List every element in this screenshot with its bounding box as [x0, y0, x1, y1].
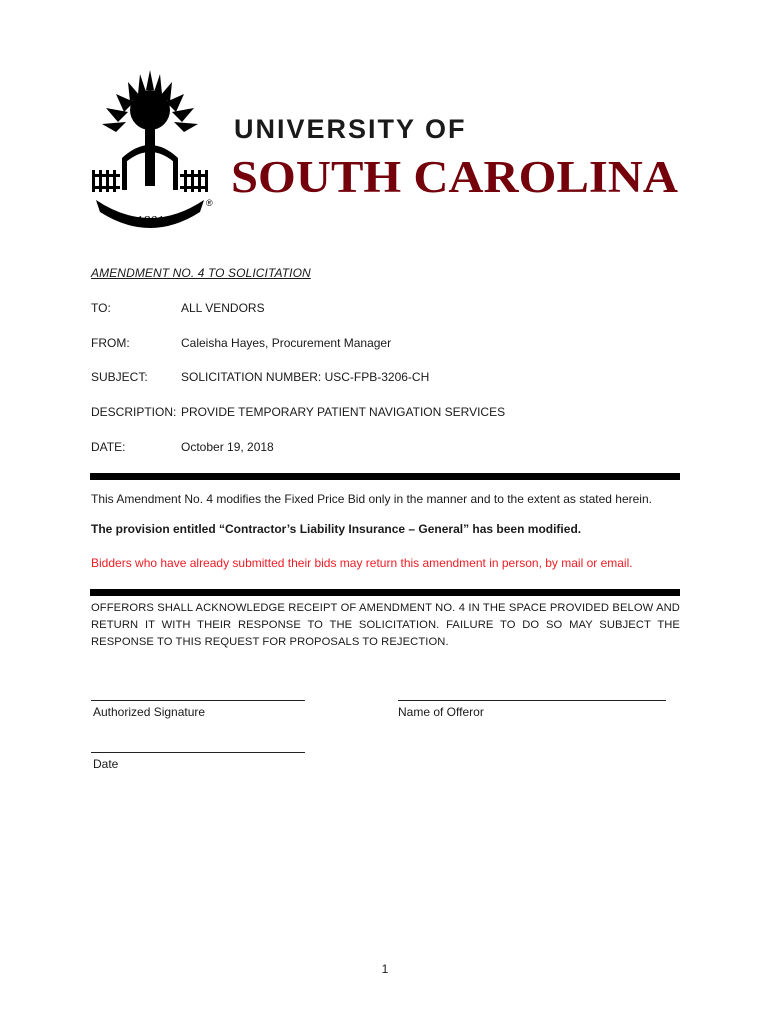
field-to — [91, 301, 265, 315]
field-from — [91, 336, 391, 350]
acknowledgement-text: OFFERORS SHALL ACKNOWLEDGE RECEIPT OF AMENDMENT NO. 4 IN THE SPACE PROVIDED BELOW AND RETURN IT WITH THEIR RESPONSE TO THE SOLICITATION. FAILURE TO DO SO MAY SUBJECT THE RESPONSE TO THIS REQUEST FOR PROPOSALS TO REJECTION. — [91, 602, 680, 648]
field-value: Caleisha Hayes, Procurement Manager — [181, 336, 392, 350]
field-value: SOLICITATION NUMBER: USC-FPB-3206-CH — [181, 370, 430, 384]
logo-line2: SOUTH CAROLINA — [231, 152, 679, 202]
field-date — [91, 440, 274, 454]
provision-text: The provision entitled “Contractor’s Liability Insurance – General” has been modified. — [91, 522, 582, 536]
authorized-signature-label: Authorized Signature — [93, 705, 206, 719]
field-subject — [91, 370, 429, 384]
field-label: SUBJECT: — [91, 370, 148, 384]
divider-bottom — [90, 589, 680, 596]
field-label: FROM: — [91, 336, 130, 350]
field-value: October 19, 2018 — [181, 440, 274, 454]
field-description — [91, 405, 505, 419]
field-label: TO: — [91, 301, 111, 315]
field-value: ALL VENDORS — [181, 301, 265, 315]
logo-line1: UNIVERSITY OF — [234, 114, 467, 144]
field-label: DESCRIPTION: — [91, 405, 177, 419]
offeror-name-label: Name of Offeror — [398, 705, 484, 719]
notice-text: Bidders who have already submitted their bids may return this amendment in person, by mail or email. — [91, 556, 633, 570]
amendment-heading: AMENDMENT NO. 4 TO SOLICITATION — [91, 266, 311, 280]
divider-top — [90, 473, 680, 480]
logo-year: 1801 — [136, 214, 164, 229]
intro-text: This Amendment No. 4 modifies the Fixed Price Bid only in the manner and to the extent as stated herein. — [91, 492, 652, 506]
field-value: PROVIDE TEMPORARY PATIENT NAVIGATION SERVICES — [181, 405, 506, 419]
field-label: DATE: — [91, 440, 126, 454]
registered-mark: ® — [206, 198, 213, 208]
offeror-name-line[interactable] — [398, 700, 666, 701]
authorized-signature-line[interactable] — [91, 700, 305, 701]
date-label: Date — [93, 757, 119, 771]
palmetto-tree-icon — [92, 70, 208, 228]
date-line[interactable] — [91, 752, 305, 753]
page-number: 1 — [381, 962, 389, 976]
usc-logo — [88, 62, 688, 232]
